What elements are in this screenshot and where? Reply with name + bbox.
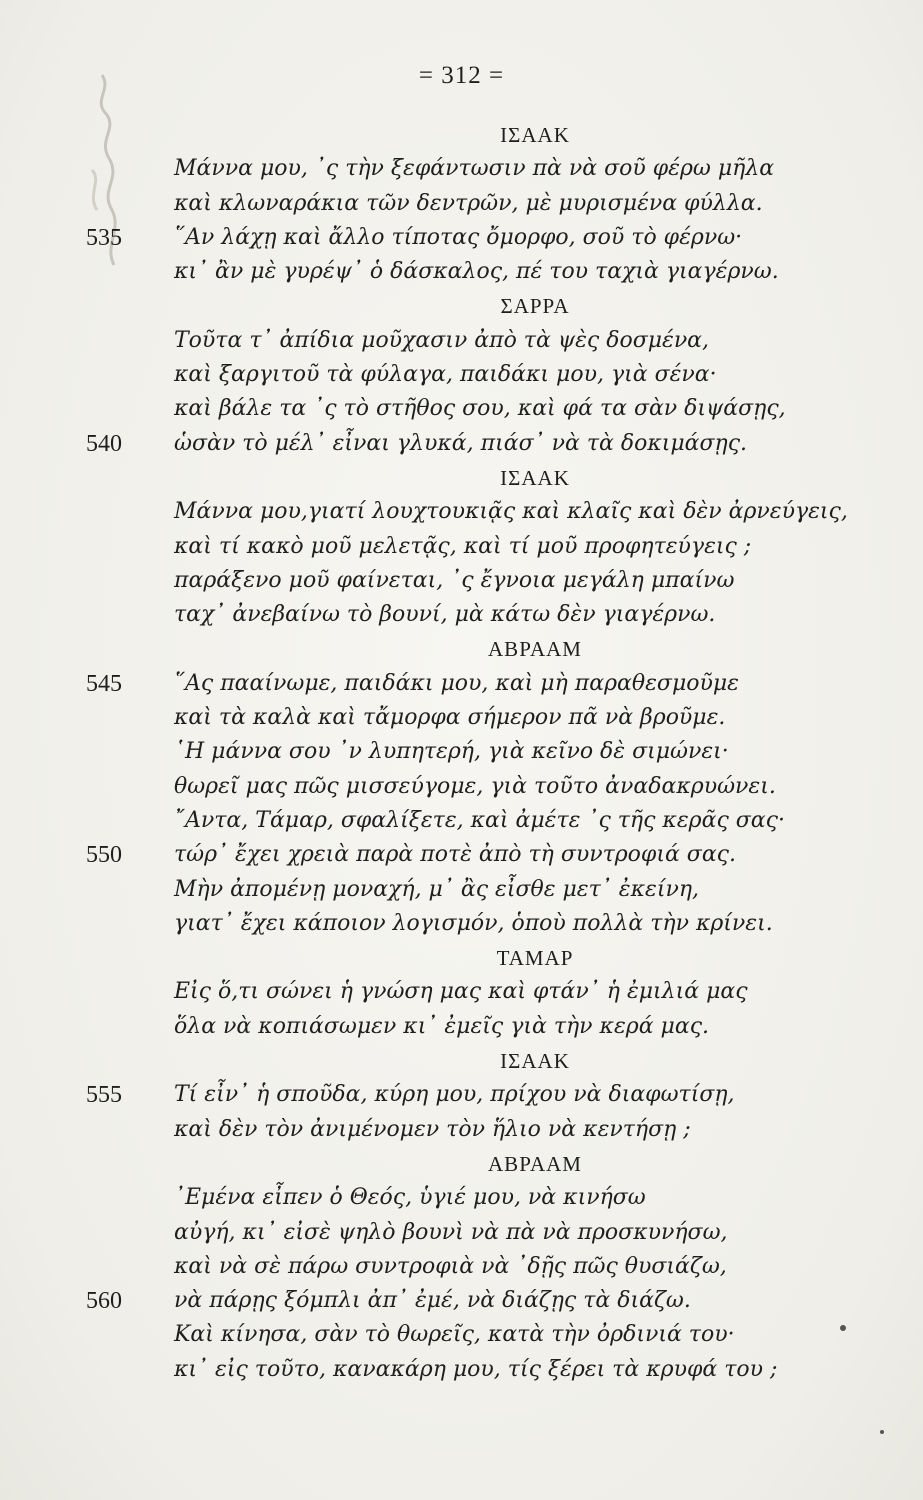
page-number: = 312 = bbox=[418, 62, 505, 89]
verse-line bbox=[86, 667, 866, 701]
verse-line bbox=[86, 1181, 866, 1215]
verse-line bbox=[86, 1250, 866, 1284]
verse-text: Μὴν ἀπομένῃ μοναχή, μ᾿ ἂς εἶσθε μετ᾿ ἐκείνη, bbox=[174, 876, 699, 902]
verse-line bbox=[86, 152, 866, 186]
poem-text bbox=[86, 118, 866, 1387]
speaker-name: ΑΒΡΑΑΜ bbox=[488, 637, 582, 662]
verse-text: κι᾿ εἰς τοῦτο, κανακάρη μου, τίς ξέρει τὰ κρυφά του ; bbox=[174, 1356, 778, 1382]
verse-line bbox=[86, 255, 866, 289]
line-number: 560 bbox=[86, 1288, 122, 1315]
verse-line bbox=[86, 975, 866, 1009]
verse-line bbox=[86, 427, 866, 461]
verse-text: ῞Αν λάχῃ καὶ ἄλλο τίποτας ὄμορφο, σοῦ τὸ φέρνω· bbox=[174, 224, 743, 250]
verse-text: ὅλα νὰ κοπιάσωμεν κι᾿ ἐμεῖς γιὰ τὴν κερά μας. bbox=[174, 1013, 710, 1039]
verse-text: ῞Ας πααίνωμε, παιδάκι μου, καὶ μὴ παραθεσμοῦμε bbox=[174, 670, 739, 696]
verse-line bbox=[86, 873, 866, 907]
verse-line bbox=[86, 1353, 866, 1387]
verse-line bbox=[86, 1216, 866, 1250]
speaker-name: ΙΣΑΑΚ bbox=[500, 1049, 570, 1074]
verse-line bbox=[86, 735, 866, 769]
verse-text: καὶ βάλε τα ᾿ς τὸ στῆθος σου, καὶ φά τα σὰν διψάσῃς, bbox=[174, 396, 786, 422]
verse-line bbox=[86, 1318, 866, 1352]
verse-line bbox=[86, 358, 866, 392]
speaker-name: ΑΒΡΑΑΜ bbox=[488, 1151, 582, 1176]
verse-text: παράξενο μοῦ φαίνεται, ᾿ς ἔγνοια μεγάλη μπαίνω bbox=[174, 567, 735, 593]
verse-text: γιατ᾿ ἔχει κάποιον λογισμόν, ὁποὺ πολλὰ τὴν κρίνει. bbox=[174, 910, 773, 936]
verse-line bbox=[86, 1078, 866, 1112]
verse-line bbox=[86, 564, 866, 598]
verse-text: καὶ δὲν τὸν ἀνιμένομεν τὸν ἥλιο νὰ κεντήσῃ ; bbox=[174, 1116, 691, 1142]
verse-text: ῾Η μάννα σου ᾿ν λυπητερή, γιὰ κεῖνο δὲ σιμώνει· bbox=[174, 739, 729, 765]
verse-line bbox=[86, 221, 866, 255]
speaker-name: ΙΣΑΑΚ bbox=[500, 123, 570, 147]
verse-text: Εἰς ὅ,τι σώνει ἡ γνώση μας καὶ φτάν᾿ ἡ ἐμιλιά μας bbox=[174, 979, 748, 1005]
verse-line bbox=[86, 838, 866, 872]
verse-text: καὶ ξαργιτοῦ τὰ φύλαγα, παιδάκι μου, γιὰ σένα· bbox=[174, 362, 717, 388]
verse-text: ὡσὰν τὸ μέλ᾿ εἶναι γλυκά, πιάσ᾿ νὰ τὰ δοκιμάσῃς. bbox=[174, 430, 748, 456]
verse-text: Καὶ κίνησα, σὰν τὸ θωρεῖς, κατὰ τὴν ὀρδινιά του· bbox=[174, 1322, 735, 1348]
verse-line bbox=[86, 701, 866, 735]
verse-text: τώρ᾿ ἔχει χρειὰ παρὰ ποτὲ ἀπὸ τὴ συντροφιά σας. bbox=[174, 842, 736, 868]
verse-line bbox=[86, 1010, 866, 1044]
verse-line bbox=[86, 907, 866, 941]
verse-text: ᾿Εμένα εἶπεν ὁ Θεός, ὑγιέ μου, νὰ κινήσω bbox=[174, 1185, 646, 1211]
verse-line bbox=[86, 1284, 866, 1318]
verse-line bbox=[86, 324, 866, 358]
speaker-name: ΙΣΑΑΚ bbox=[500, 465, 570, 490]
verse-text: Τοῦτα τ᾿ ἀπίδια μοῦχασιν ἀπὸ τὰ ψὲς δοσμένα, bbox=[174, 327, 710, 353]
line-number: 540 bbox=[86, 430, 122, 457]
verse-text: ταχ᾿ ἀνεβαίνω τὸ βουνί, μὰ κάτω δὲν γιαγέρνω. bbox=[174, 602, 716, 628]
verse-text: Μάννα μου,γιατί λουχτουκιᾷς καὶ κλαῖς καὶ δὲν ἀρνεύγεις, bbox=[174, 499, 848, 525]
verse-text: θωρεῖ μας πῶς μισσεύγομε, γιὰ τοῦτο ἀναδακρυώνει. bbox=[174, 773, 776, 799]
line-number: 535 bbox=[86, 224, 122, 251]
verse-text: καὶ τὰ καλὰ καὶ τἄμορφα σήμερον πᾶ νὰ βροῦμε. bbox=[174, 705, 726, 731]
verse-text: Τί εἶν᾿ ἡ σποῦδα, κύρη μου, πρίχου νὰ διαφωτίσῃ, bbox=[174, 1082, 735, 1108]
verse-text: αὐγή, κι᾿ εἰσὲ ψηλὸ βουνὶ νὰ πὰ νὰ προσκυνήσω, bbox=[174, 1219, 728, 1245]
verse-text: ῎Αντα, Τάμαρ, σφαλίξετε, καὶ ἀμέτε ᾿ς τῆς κερᾶς σας· bbox=[174, 807, 785, 833]
verse-line bbox=[86, 187, 866, 221]
verse-line bbox=[86, 530, 866, 564]
line-number: 555 bbox=[86, 1082, 122, 1109]
speaker-name: ΣΑΡΡΑ bbox=[500, 294, 570, 319]
verse-line bbox=[86, 770, 866, 804]
speaker-name: ΤΑΜΑΡ bbox=[496, 946, 574, 971]
verse-text: καὶ νὰ σὲ πάρω συντροφιὰ νὰ ᾿δῇς πῶς θυσιάζω, bbox=[174, 1253, 727, 1279]
verse-text: κι᾿ ἂν μὲ γυρέψ᾿ ὁ δάσκαλος, πέ του ταχιὰ γιαγέρνω. bbox=[174, 259, 779, 285]
verse-line bbox=[86, 495, 866, 529]
ink-speck bbox=[840, 1325, 846, 1331]
verse-text: Μάννα μου, ᾿ς τὴν ξεφάντωσιν πὰ νὰ σοῦ φέρω μῆλα bbox=[174, 156, 775, 182]
verse-text: καὶ τί κακὸ μοῦ μελετᾷς, καὶ τί μοῦ προφητεύγεις ; bbox=[174, 533, 752, 559]
verse-text: καὶ κλωναράκια τῶν δεντρῶν, μὲ μυρισμένα φύλλα. bbox=[174, 190, 763, 216]
verse-line bbox=[86, 1113, 866, 1147]
line-number: 550 bbox=[86, 842, 122, 869]
verse-line bbox=[86, 804, 866, 838]
verse-line bbox=[86, 392, 866, 426]
ink-speck bbox=[880, 1430, 884, 1434]
verse-text: νὰ πάρῃς ξόμπλι ἀπ᾿ ἐμέ, νὰ διάζῃς τὰ διάζω. bbox=[174, 1288, 691, 1314]
line-number: 545 bbox=[86, 670, 122, 697]
verse-line bbox=[86, 598, 866, 632]
